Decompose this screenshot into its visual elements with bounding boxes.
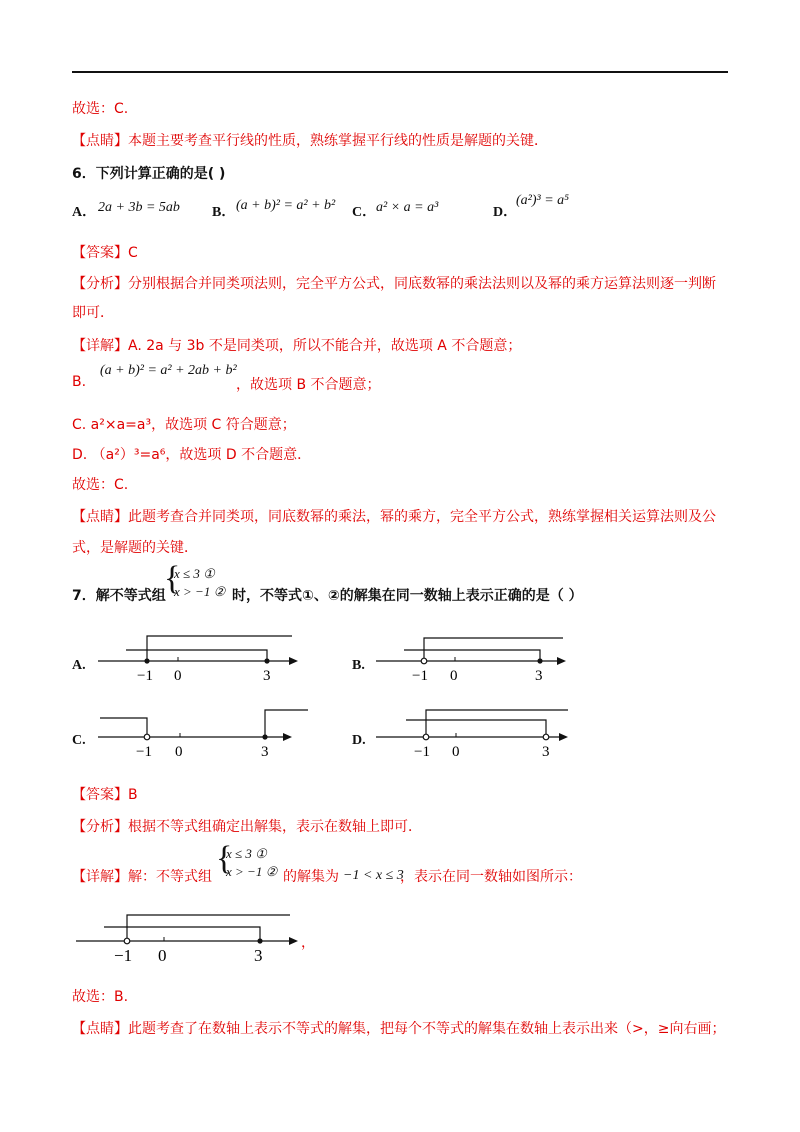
q7-comment: 【点睛】此题考查了在数轴上表示不等式的解集，把每个不等式的解集在数轴上表示出来（>，≥向右画； — [72, 1021, 726, 1037]
q7-detail-system-line1: x ≤ 3 ① — [226, 846, 267, 861]
q6-detail-b-text: ，故选项 B 不合题意； — [236, 377, 381, 393]
q7-detail-mid: 的解集为 — [283, 869, 339, 885]
q6-option-d-expr: (a²)³ = a⁵ — [516, 193, 570, 208]
q6-detail-a: 【详解】A. 2a 与 3b 不是同类项，所以不能合并，故选项 A 不合题意； — [72, 338, 522, 354]
q7-suffix: 时，不等式①、②的解集在同一数轴上表示正确的是（ ） — [232, 588, 583, 604]
q7-answer: 【答案】B — [72, 787, 138, 803]
q7-option-b-label: B. — [352, 658, 365, 673]
q6-final: 故选：C. — [72, 477, 129, 493]
q6-detail-d: D. （a²）³=a⁶，故选项 D 不合题意． — [72, 447, 312, 463]
q7d-tick-3: 3 — [542, 744, 550, 760]
sol-tick-neg1: −1 — [114, 946, 133, 965]
q7-option-d-label: D. — [352, 733, 366, 748]
q7-prefix: 7．解不等式组 — [72, 588, 166, 604]
q6-option-b-label: B． — [212, 205, 236, 220]
q6-answer: 【答案】C — [72, 245, 138, 261]
q7-analysis: 【分析】根据不等式组确定出解集，表示在数轴上即可． — [72, 819, 422, 835]
q7b-tick-0: 0 — [450, 668, 458, 684]
sol-tick-0: 0 — [158, 946, 167, 965]
q6-analysis-line1: 【分析】分别根据合并同类项法则，完全平方公式，同底数幂的乘法法则以及幂的乘方运算法则逐一判断 — [72, 276, 716, 292]
q6-detail-b-label: B. — [72, 374, 87, 390]
q7d-tick-neg1: −1 — [414, 744, 430, 760]
brace-symbol: { — [164, 560, 181, 597]
q7c-tick-neg1: −1 — [136, 744, 152, 760]
q7-option-b-numberline — [368, 628, 578, 688]
q7-solution-numberline — [70, 905, 320, 967]
q6-option-b-expr: (a + b)² = a² + b² — [236, 198, 336, 213]
q7a-tick-0: 0 — [174, 668, 182, 684]
q7-detail-system — [216, 840, 286, 886]
q7-final: 故选：B. — [72, 989, 129, 1005]
q7-option-a-numberline — [90, 628, 310, 688]
q6-question: 6．下列计算正确的是( ) — [72, 166, 226, 182]
q7b-tick-neg1: −1 — [412, 668, 428, 684]
q7-detail-solution: −1 < x ≤ 3 — [343, 868, 404, 883]
q6-option-d-label: D． — [493, 205, 518, 220]
q7d-tick-0: 0 — [452, 744, 460, 760]
q7-system — [164, 560, 234, 606]
q7-option-a-label: A. — [72, 658, 86, 673]
q7c-tick-0: 0 — [175, 744, 183, 760]
q6-option-a-expr: 2a + 3b = 5ab — [98, 200, 180, 215]
q6-comment-line1: 【点睛】此题考查合并同类项，同底数幂的乘法，幂的乘方，完全平方公式，熟练掌握相关运算法则及公 — [72, 509, 716, 525]
q7c-tick-3: 3 — [261, 744, 269, 760]
q7-option-c-numberline — [90, 700, 310, 760]
q6-detail-b-expr: (a + b)² = a² + 2ab + b² — [100, 363, 237, 378]
q7-option-c-label: C. — [72, 733, 86, 748]
q6-analysis-line2: 即可． — [72, 305, 114, 321]
q7-detail-suffix: ，表示在同一数轴如图所示： — [400, 869, 582, 885]
header-rule — [72, 71, 728, 73]
q6-option-a-label: A． — [72, 205, 97, 220]
q7-detail-prefix: 【详解】解：不等式组 — [72, 869, 212, 885]
q6-comment-line2: 式，是解题的关键． — [72, 540, 198, 556]
q6-option-c-label: C． — [352, 205, 377, 220]
top-comment: 【点睛】本题主要考查平行线的性质，熟练掌握平行线的性质是解题的关键． — [72, 133, 548, 149]
top-answer: 故选：C. — [72, 101, 129, 117]
q7-option-d-numberline — [368, 700, 578, 760]
q6-detail-c: C. a²×a=a³，故选项 C 符合题意； — [72, 417, 296, 433]
q7-system-line2: x > −1 ② — [174, 584, 226, 599]
sol-tick-3: 3 — [254, 946, 263, 965]
q7-system-line1: x ≤ 3 ① — [174, 566, 215, 581]
q7-detail-system-line2: x > −1 ② — [226, 864, 278, 879]
sol-trailing-comma: ， — [301, 936, 315, 951]
q7a-tick-neg1: −1 — [137, 668, 153, 684]
brace-symbol: { — [216, 840, 233, 877]
q7a-tick-3: 3 — [263, 668, 271, 684]
q6-option-c-expr: a² × a = a³ — [376, 200, 439, 215]
q7b-tick-3: 3 — [535, 668, 543, 684]
